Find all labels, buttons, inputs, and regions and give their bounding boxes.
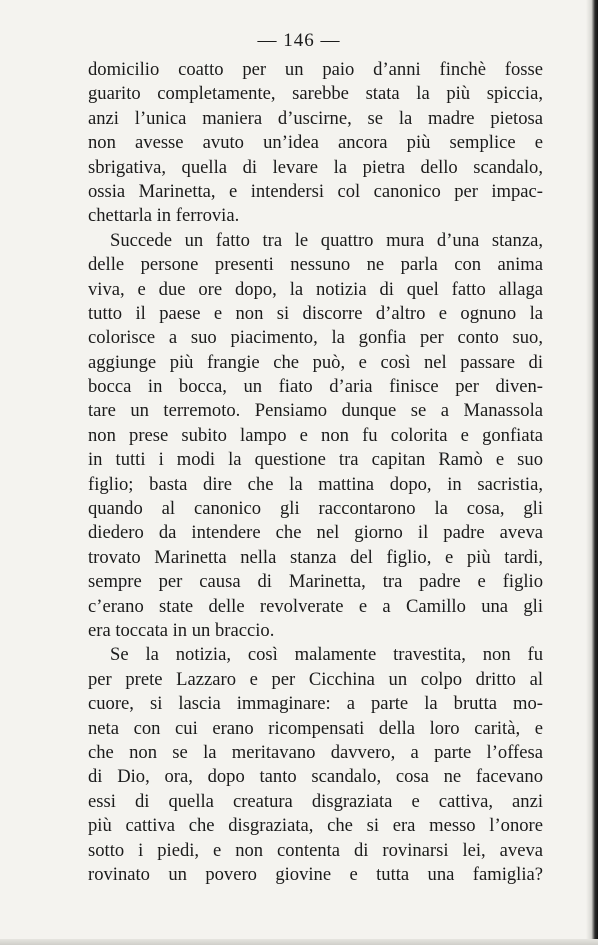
text-line: non prese subito lampo e non fu colorita e gonfiata: [88, 424, 543, 446]
paragraph-2: [88, 229, 543, 644]
paragraph-3: [88, 643, 543, 887]
text-line: sbrigativa, quella di levare la pietra dello scandalo,: [88, 156, 543, 178]
text-line: essi di quella creatura disgraziata e cattiva, anzi: [88, 790, 543, 812]
text-line: neta con cui erano ricompensati della loro carità, e: [88, 717, 543, 739]
text-line: ossia Marinetta, e intendersi col canonico per impac-: [88, 180, 543, 202]
text-line: tare un terremoto. Pensiamo dunque se a Manassola: [88, 400, 543, 422]
text-line: bocca in bocca, un fiato d’aria finisce per diven-: [88, 376, 543, 398]
text-line: Se la notizia, così malamente travestita, non fu: [110, 644, 543, 666]
text-line: rovinato un povero giovine e tutta una famiglia?: [88, 863, 543, 885]
book-spine-shadow: [586, 0, 598, 945]
text-line: delle persone presenti nessuno ne parla con anima: [88, 254, 543, 276]
text-line: anzi l’unica maniera d’uscirne, se la madre pietosa: [88, 107, 543, 129]
text-line: quando al canonico gli raccontarono la cosa, gli: [88, 498, 543, 520]
text-line: c’erano state delle revolverate e a Camillo una gli: [88, 595, 543, 617]
text-line: viva, e due ore dopo, la notizia di quel fatto allaga: [88, 278, 543, 300]
text-line: per prete Lazzaro e per Cicchina un colpo dritto al: [88, 668, 543, 690]
text-line: più cattiva che disgraziata, che si era messo l’onore: [88, 815, 543, 837]
text-line: in tutti i modi la questione tra capitan Ramò e suo: [88, 449, 543, 471]
text-line: guarito completamente, sarebbe stata la più spiccia,: [88, 83, 543, 105]
text-line: sotto i piedi, e non contenta di rovinarsi lei, aveva: [88, 839, 543, 861]
text-line: domicilio coatto per un paio d’anni finchè fosse: [88, 59, 543, 80]
text-line: sempre per causa di Marinetta, tra padre e figlio: [88, 571, 543, 593]
paragraph-1: [88, 58, 543, 229]
text-line: di Dio, ora, dopo tanto scandalo, cosa ne facevano: [88, 766, 543, 788]
page-bottom-edge: [0, 939, 598, 945]
page-number: — 146 —: [257, 30, 341, 51]
text-line: non avesse avuto un’idea ancora più semplice e: [88, 132, 543, 154]
text-line: cuore, si lascia immaginare: a parte la brutta mo-: [88, 693, 543, 715]
body-text: [88, 58, 543, 887]
text-line: chettarla in ferrovia.: [88, 205, 240, 227]
text-line: figlio; basta dire che la mattina dopo, in sacristia,: [88, 473, 543, 495]
text-line: Succede un fatto tra le quattro mura d’una stanza,: [110, 229, 543, 251]
text-line: diedero da intendere che nel giorno il padre aveva: [88, 522, 543, 544]
text-line: era toccata in un braccio.: [88, 619, 275, 641]
text-line: tutto il paese e non si discorre d’altro e ognuno la: [88, 302, 543, 324]
text-line: colorisce a suo piacimento, la gonfia per conto suo,: [88, 327, 543, 349]
text-line: trovato Marinetta nella stanza del figlio, e più tardi,: [88, 546, 543, 568]
text-line: che non se la meritavano davvero, a parte l’offesa: [88, 741, 543, 763]
text-line: aggiunge più frangie che può, e così nel passare di: [88, 351, 543, 373]
